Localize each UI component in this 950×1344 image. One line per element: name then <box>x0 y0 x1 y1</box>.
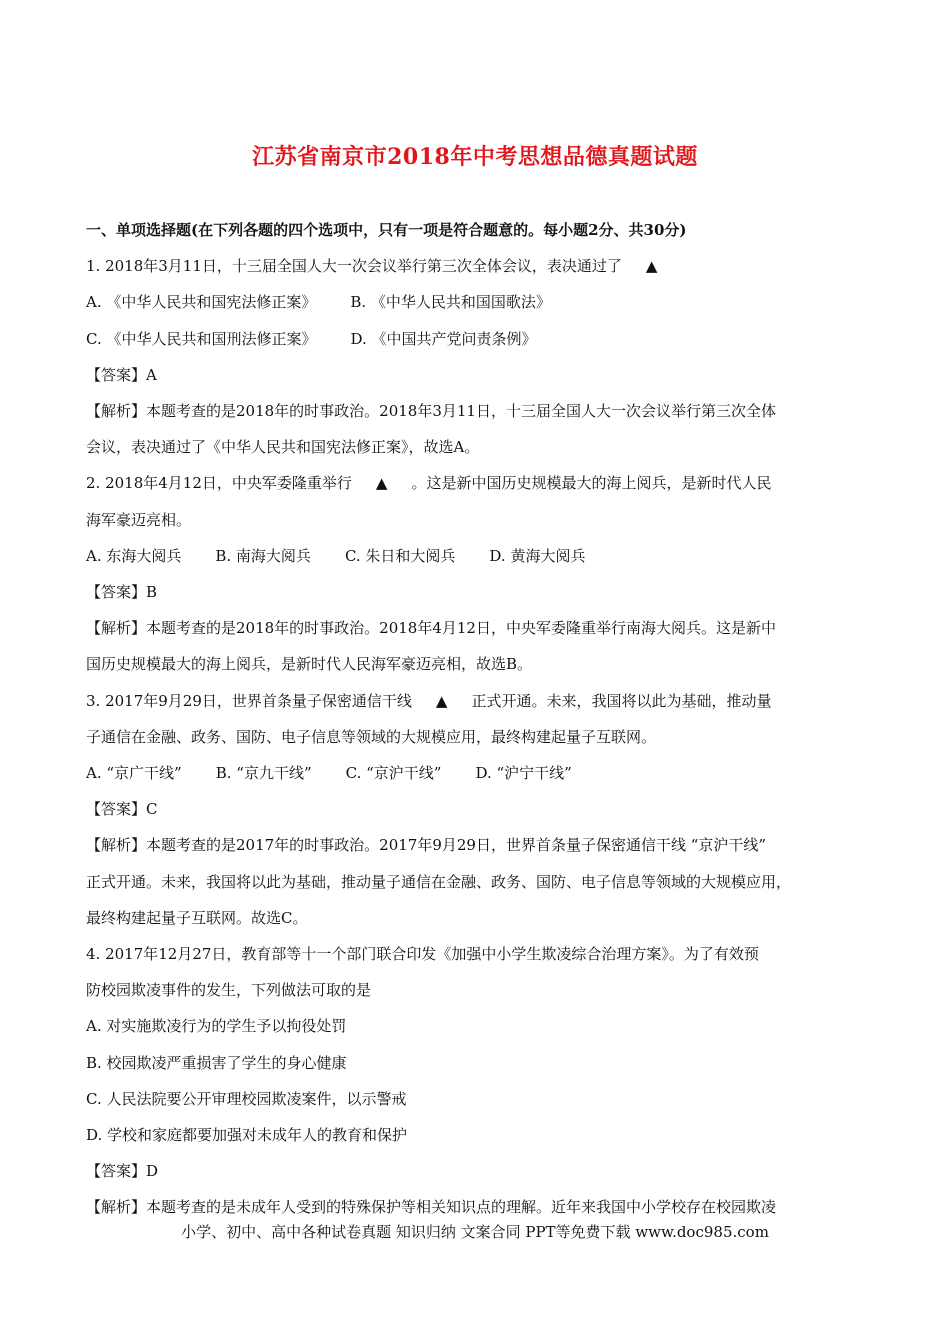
question-2-option-c: C. 朱日和大阅兵 <box>344 546 456 565</box>
question-1-option-b: B. 《中华人民共和国国歌法》 <box>350 293 551 312</box>
question-1-answer: 【答案】A <box>86 365 157 384</box>
question-1-analysis-line-2: 会议，表决通过了《中华人民共和国宪法修正案》，故选A。 <box>86 438 480 457</box>
question-3-option-b: B. “京九干线” <box>215 764 312 783</box>
question-1-analysis-line-1: 【解析】本题考查的是2018年的时事政治。2018年3月11日，十三届全国人大一次会议举行第三次全体 <box>86 402 776 421</box>
question-3-stem <box>86 683 876 719</box>
question-1-option-a: A. 《中华人民共和国宪法修正案》 <box>86 293 317 312</box>
question-2-option-b: B. 南海大阅兵 <box>215 546 311 565</box>
question-3-analysis-line-3: 最终构建起量子互联网。故选C。 <box>86 908 308 927</box>
question-1-option-d: D. 《中国共产党问责条例》 <box>350 329 537 348</box>
question-4-option-d: D. 学校和家庭都要加强对未成年人的教育和保护 <box>86 1126 408 1145</box>
question-4-analysis-line-1: 【解析】本题考查的是未成年人受到的特殊保护等相关知识点的理解。近年来我国中小学校存在校园欺凌 <box>86 1198 777 1217</box>
question-3-analysis-line-1: 【解析】本题考查的是2017年的时事政治。2017年9月29日，世界首条量子保密通信干线 “京沪干线” <box>86 836 767 855</box>
question-2-analysis-line-2: 国历史规模最大的海上阅兵，是新时代人民海军豪迈亮相，故选B。 <box>86 655 533 674</box>
question-4-answer: 【答案】D <box>86 1162 159 1181</box>
question-3-stem-text: 3. 2017年9月29日，世界首条量子保密通信干线 <box>86 691 412 710</box>
page-title: 江苏省南京市2018年中考思想品德真题试题 <box>252 144 698 170</box>
question-3-option-d: D. “沪宁干线” <box>475 764 572 783</box>
question-3-answer: 【答案】C <box>86 800 158 819</box>
document-body <box>86 212 876 1226</box>
question-4-option-b: B. 校园欺凌严重损害了学生的身心健康 <box>86 1053 347 1072</box>
section-heading: 一、单项选择题(在下列各题的四个选项中，只有一项是符合题意的。每小题2分、共30分) <box>86 221 687 239</box>
question-2-stem-text-after: 。这是新中国历史规模最大的海上阅兵，是新时代人民 <box>411 474 772 493</box>
question-3-stem-text-after: 正式开通。未来，我国将以此为基础，推动量 <box>471 691 772 710</box>
page-footer: 小学、初中、高中各种试卷真题 知识归纳 文案合同 PPT等免费下载 www.doc985.com <box>181 1223 769 1241</box>
blank-marker: ▲ <box>435 691 448 710</box>
question-2-answer: 【答案】B <box>86 583 158 602</box>
question-2-option-a: A. 东海大阅兵 <box>86 546 182 565</box>
blank-marker: ▲ <box>375 474 388 493</box>
question-1-stem-text: 1. 2018年3月11日，十三届全国人大一次会议举行第三次全体会议，表决通过了 <box>86 257 622 276</box>
question-4-stem-line-2: 防校园欺凌事件的发生，下列做法可取的是 <box>86 981 372 1000</box>
question-2-options <box>86 538 876 574</box>
question-4-option-a: A. 对实施欺凌行为的学生予以拘役处罚 <box>86 1017 347 1036</box>
question-1-options-row-2 <box>86 321 876 357</box>
question-3-options <box>86 755 876 791</box>
question-3-stem-line-2: 子通信在金融、政务、国防、电子信息等领域的大规模应用，最终构建起量子互联网。 <box>86 727 657 746</box>
question-1-stem <box>86 248 876 284</box>
question-2-stem-text: 2. 2018年4月12日，中央军委隆重举行 <box>86 474 352 493</box>
question-4-stem-line-1: 4. 2017年12月27日，教育部等十一个部门联合印发《加强中小学生欺凌综合治理方案》。为了有效预 <box>86 945 759 964</box>
question-2-analysis-line-1: 【解析】本题考查的是2018年的时事政治。2018年4月12日，中央军委隆重举行南海大阅兵。这是新中 <box>86 619 776 638</box>
question-3-option-a: A. “京广干线” <box>86 764 182 783</box>
blank-marker: ▲ <box>645 257 658 276</box>
question-1-option-c: C. 《中华人民共和国刑法修正案》 <box>86 329 317 348</box>
question-2-option-d: D. 黄海大阅兵 <box>489 546 586 565</box>
question-2-stem <box>86 465 876 501</box>
question-2-stem-line-2: 海军豪迈亮相。 <box>86 510 192 529</box>
question-3-option-c: C. “京沪干线” <box>345 764 442 783</box>
question-4-option-c: C. 人民法院要公开审理校园欺凌案件，以示警戒 <box>86 1089 407 1108</box>
question-1-options-row-1 <box>86 284 876 320</box>
question-3-analysis-line-2: 正式开通。未来，我国将以此为基础，推动量子通信在金融、政务、国防、电子信息等领域的大规模应用， <box>86 872 792 891</box>
